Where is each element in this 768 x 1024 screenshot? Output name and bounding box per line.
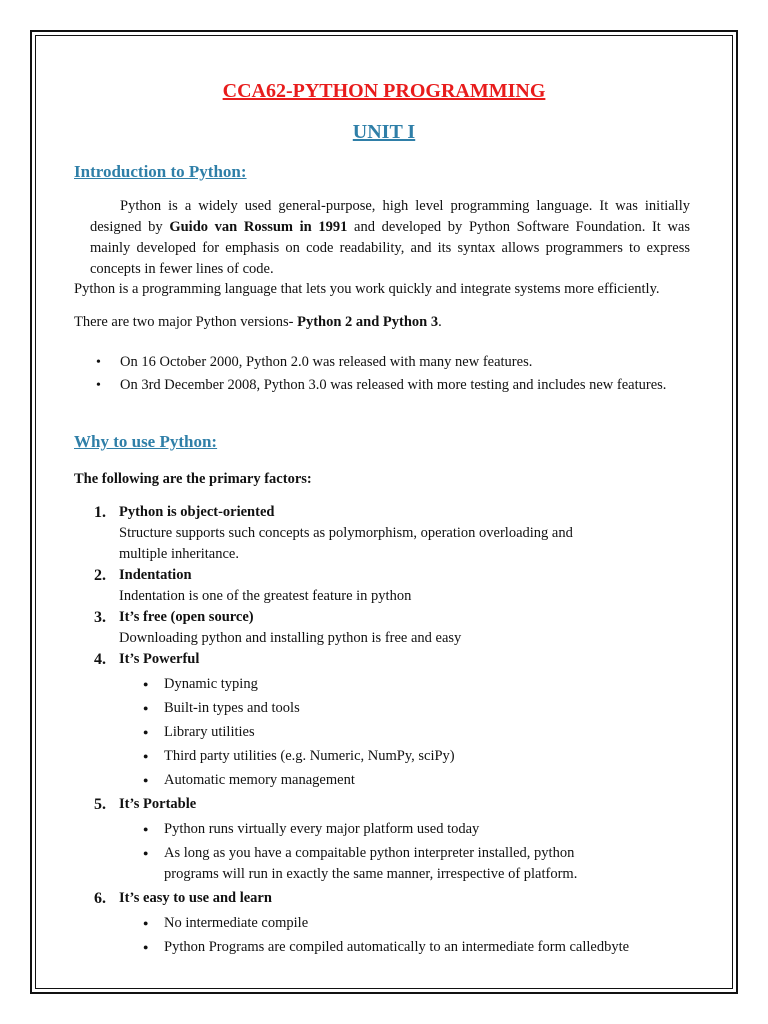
python-summary: Python is a programming language that lets you work quickly and integrate systems more efficiently. <box>74 281 660 297</box>
factors-intro: The following are the primary factors: <box>74 471 312 487</box>
factor-title: It’s easy to use and learn <box>119 890 272 906</box>
release-list <box>96 352 686 398</box>
factor-number: 6. <box>94 890 106 907</box>
factor-title: It’s Portable <box>119 796 197 812</box>
versions-line <box>74 312 694 333</box>
factors-list <box>94 502 694 961</box>
intro-text-2: and developed by Python Software Foundation. It was mainly developed for emphasis on code readability, and its syntax allows programmers to express concepts in fewer lines of code. <box>90 219 691 277</box>
list-item: ● Python runs virtually every major platform used today <box>119 819 589 840</box>
factor-desc: Structure supports such concepts as polymorphism, operation overloading and multiple inheritance. <box>119 525 573 562</box>
factor-item <box>94 888 694 958</box>
factor-number: 3. <box>94 609 106 626</box>
portable-list <box>119 819 589 885</box>
intro-paragraph <box>90 196 690 280</box>
factor-item <box>94 649 694 791</box>
list-item: ● Python Programs are compiled automatically to an intermediate form calledbyte <box>119 937 694 958</box>
list-item: • On 16 October 2000, Python 2.0 was released with many new features. <box>96 352 686 373</box>
list-item: ● Third party utilities (e.g. Numeric, NumPy, sciPy) <box>119 746 694 767</box>
document-title: CCA62-PYTHON PROGRAMMING <box>222 80 546 102</box>
factor-number: 1. <box>94 504 106 521</box>
why-heading: Why to use Python: <box>74 432 218 451</box>
intro-heading: Introduction to Python: <box>74 162 247 181</box>
unit-heading: UNIT I <box>352 121 416 143</box>
factor-item <box>94 502 694 565</box>
list-item: ● Library utilities <box>119 722 694 743</box>
factor-desc: Downloading python and installing python is free and easy <box>119 630 462 646</box>
intro-text-1: Python is a widely used general-purpose, high level programming language. It was initially designed by <box>90 198 690 235</box>
factor-item <box>94 565 694 607</box>
factor-title: Python is object-oriented <box>119 504 275 520</box>
factor-title: Indentation <box>119 567 192 583</box>
list-item: ● No intermediate compile <box>119 913 694 934</box>
factor-desc: Indentation is one of the greatest feature in python <box>119 588 412 604</box>
versions-text: There are two major Python versions- <box>74 314 298 330</box>
list-item: ● Dynamic typing <box>119 674 694 695</box>
list-item: • On 3rd December 2008, Python 3.0 was released with more testing and includes new features. <box>96 375 686 396</box>
versions-end: . <box>438 314 442 330</box>
easy-list <box>119 913 694 958</box>
list-item: ● As long as you have a compaitable python interpreter installed, python programs will run in exactly the same manner, irrespective of platform. <box>119 843 589 885</box>
factor-item <box>94 607 694 649</box>
list-item: ● Automatic memory management <box>119 770 694 791</box>
powerful-list <box>119 674 694 791</box>
factor-number: 2. <box>94 567 106 584</box>
factor-number: 5. <box>94 796 106 813</box>
list-item: ● Built-in types and tools <box>119 698 694 719</box>
factor-item <box>94 794 694 885</box>
factor-title: It’s Powerful <box>119 651 200 667</box>
intro-author: Guido van Rossum in 1991 <box>169 219 348 235</box>
factor-title: It’s free (open source) <box>119 609 254 625</box>
factor-number: 4. <box>94 651 106 668</box>
versions-bold: Python 2 and Python 3 <box>297 314 439 330</box>
